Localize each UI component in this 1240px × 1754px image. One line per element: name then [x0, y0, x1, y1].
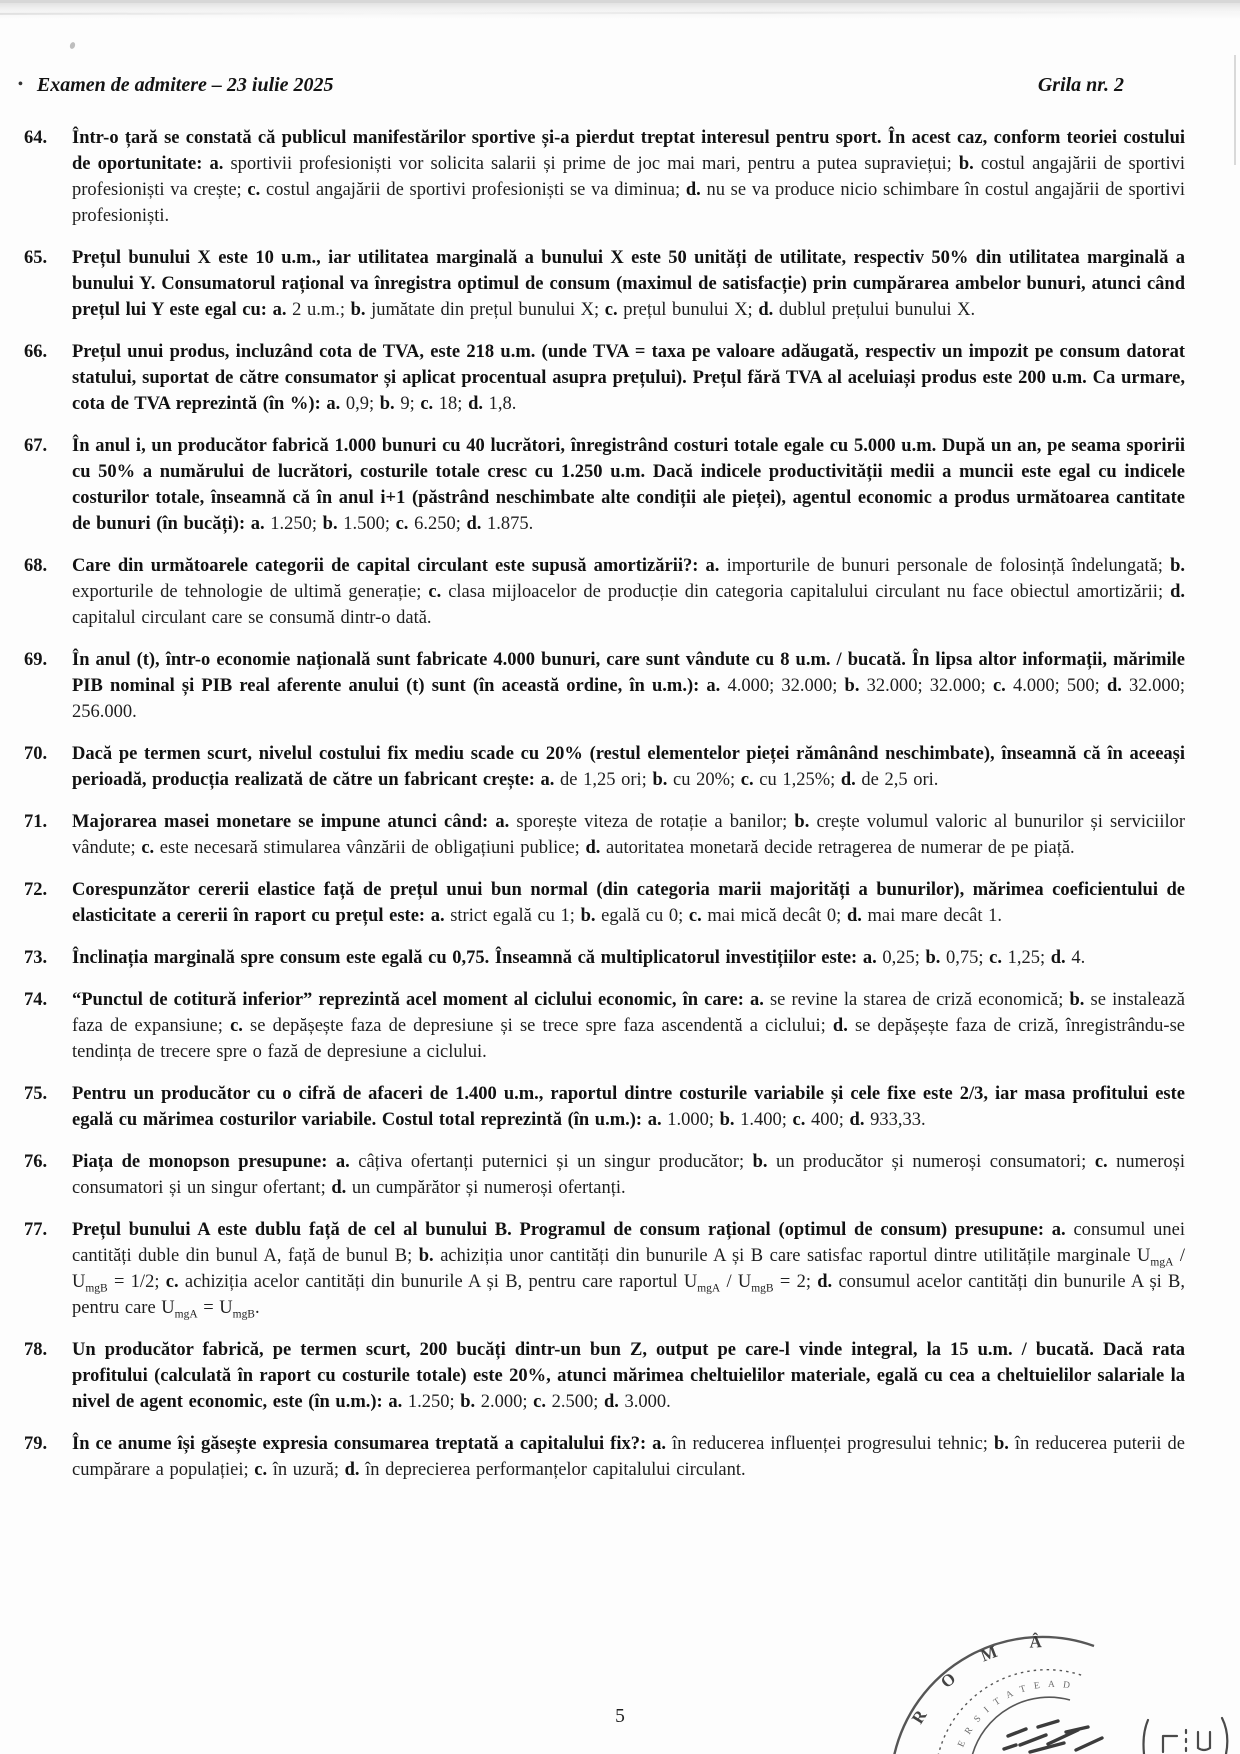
question-text: Majorarea masei monetare se impune atunci când: a. sporește viteza de rotație a banilor; b. crește volumul valoric al bunurilor și serviciilor vândute; c. este necesară stimularea vânzării de obligațiuni publice; d. autoritatea monetară decide retragerea de numerar de pe piață. — [72, 812, 1186, 858]
question-item — [24, 1337, 1185, 1415]
question-text: Prețul bunului A este dublu față de cel al bunului B. Programul de consum rațional (optimul de consum) presupune: a. consumul unei cantități duble din bunul A, față de bunul B; b. achiziția unor cantități din bunurile A și B care satisfac raportul dintre utilitățile marginale $U_{mgA} / U_{mgB} = 1/2$; c. achiziția acelor cantități din bunurile A și B, pentru care raportul $U_{mgA} / U_{mgB} = 2$; d. consumul acelor cantități din bunurile A și B, pentru care $U_{mgA} = U_{mgB}$. — [72, 1220, 1186, 1321]
questions — [0, 97, 1240, 1483]
question-text: Prețul unui produs, incluzând cota de TVA, este 218 u.m. (unde TVA = taxa pe valoare adăugată, respectiv un impozit pe consum datorat statului, suportat de către consumator și aplicat procentual asupra prețului). Prețul fără TVA al aceluiași produs este 200 u.m. Ca urmare, cota de TVA reprezintă (în %): a. 0,9; b. 9; c. 18; d. 1,8. — [72, 342, 1185, 414]
question-number: 68. — [24, 556, 48, 576]
question-number: 70. — [24, 744, 48, 764]
pen-marks — [1144, 1718, 1228, 1754]
question-item — [24, 647, 1185, 725]
question-item — [24, 1217, 1185, 1321]
question-item — [24, 245, 1185, 323]
question-text: Care din următoarele categorii de capital circulant este supusă amortizării?: a. importurile de bunuri personale de folosință îndelungată; b. exporturile de tehnologie de ultimă generație; c. clasa mijloacelor de producție din categoria capitalului circulant nu face obiectul amortizării; d. capitalul circulant care se consumă dintr-o dată. — [72, 556, 1186, 628]
question-number: 78. — [24, 1340, 48, 1360]
question-text: Pentru un producător cu o cifră de afaceri de 1.400 u.m., raportul dintre costurile variabile și cele fixe este 2/3, iar masa profitului este egală cu mărimea costurilor variabile. Costul total reprezintă (în u.m.): a. 1.000; b. 1.400; c. 400; d. 933,33. — [72, 1084, 1185, 1130]
question-text: În ce anume își găsește expresia consumarea treptată a capitalului fix?: a. în reducerea influenței progresului tehnic; b. în reducerea puterii de cumpărare a populației; c. în uzură; d. în deprecierea performanțelor capitalului circulant. — [72, 1434, 1186, 1480]
question-text: Înclinația marginală spre consum este egală cu 0,75. Înseamnă că multiplicatorul investițiilor este: a. 0,25; b. 0,75; c. 1,25; d. 4. — [72, 948, 1086, 968]
question-number: 76. — [24, 1152, 48, 1172]
question-item — [24, 125, 1185, 229]
question-number: 73. — [24, 948, 48, 968]
question-item — [24, 1149, 1185, 1201]
question-text: Prețul bunului X este 10 u.m., iar utilitatea marginală a bunului X este 50 unități de utilitate, respectiv 50% din utilitatea marginală a bunului Y. Consumatorul rațional va înregistra optimul de consum (maximul de satisfacție) prin cumpărarea ambelor bunuri, atunci când prețul lui Y este egal cu: a. 2 u.m.; b. jumătate din prețul bunului X; c. prețul bunului X; d. dublul prețului bunului X. — [72, 248, 1185, 320]
question-number: 72. — [24, 880, 48, 900]
grid-number: Grila nr. 2 — [1037, 74, 1124, 96]
question-number: 74. — [24, 990, 48, 1010]
question-item — [24, 987, 1185, 1065]
university-stamp — [880, 1624, 1240, 1754]
question-item — [24, 1431, 1185, 1483]
question-text: Într-o țară se constată că publicul manifestărilor sportive și-a pierdut treptat interesul pentru sport. În acest caz, conform teoriei costului de oportunitate: a. sportivii profesioniști vor solicita salarii și prime de joc mai mari, pentru a putea supraviețui; b. costul angajării de sportivi profesioniști va crește; c. costul angajării de sportivi profesioniști se va diminua; d. nu se va produce nicio schimbare în costul angajării de sportivi profesioniști. — [72, 128, 1186, 226]
question-text: Piața de monopson presupune: a. câțiva ofertanți puternici și un singur producător; b. un producător și numeroși consumatori; c. numeroși consumatori și un singur ofertant; d. un cumpărător și numeroși ofertanți. — [72, 1152, 1185, 1198]
question-number: 67. — [24, 436, 48, 456]
question-item — [24, 945, 1185, 971]
question-number: 69. — [24, 650, 48, 670]
header-left — [18, 74, 334, 97]
question-item — [24, 553, 1185, 631]
question-text: Corespunzător cererii elastice față de prețul unui bun normal (din categoria marii majorități a bunurilor), mărimea coeficientului de elasticitate a cererii în raport cu prețul este: a. strict egală cu 1; b. egală cu 0; c. mai mică decât 0; d. mai mare decât 1. — [72, 880, 1185, 926]
question-item — [24, 339, 1185, 417]
stamp-outer-text: R O M Â — [907, 1631, 1057, 1728]
question-text: “Punctul de cotitură inferior” reprezintă acel moment al ciclului economic, în care: a. se revine la starea de criză economică; b. se instalează faza de expansiune; c. se depășește faza de depresiune și se trece spre faza ascendentă a ciclului; d. se depășește faza de criză, înregistrându-se tendința de trecere spre o fază de depresiune a ciclului. — [72, 990, 1185, 1062]
question-number: 64. — [24, 128, 48, 148]
stamp-inner-text: E R S I T A T E A D — [956, 1679, 1074, 1749]
question-text: În anul i, un producător fabrică 1.000 bunuri cu 40 lucrători, înregistrând costuri totale egale cu 5.000 u.m. După un an, pe seama sporirii cu 50% a numărului de lucrători, costurile totale cresc cu 1.250 u.m. Dacă indicele productivității medii a muncii este egal cu indicele costurilor totale, înseamnă că în anul i+1 (păstrând neschimbate alte condiții ale pieței), agentul economic a produs următoarea cantitate de bunuri (în bucăți): a. 1.250; b. 1.500; c. 6.250; d. 1.875. — [72, 436, 1185, 534]
question-number: 71. — [24, 812, 48, 832]
question-number: 77. — [24, 1220, 48, 1240]
stamp-center-scribble — [1004, 1721, 1102, 1752]
page-number: 5 — [615, 1706, 625, 1727]
scan-artifact-top-edge — [0, 0, 1240, 19]
question-number: 65. — [24, 248, 48, 268]
scan-artifact-right-edge — [1234, 55, 1236, 165]
question-item — [24, 877, 1185, 929]
exam-title: Examen de admitere – 23 iulie 2025 — [36, 74, 334, 96]
question-text: Dacă pe termen scurt, nivelul costului fix mediu scade cu 20% (restul elementelor pieței rămânând neschimbate), înseamnă că în aceeași perioadă, producția realizată de către un fabricant crește: a. de 1,25 ori; b. cu 20%; c. cu 1,25%; d. de 2,5 ori. — [72, 744, 1185, 790]
question-item — [24, 1081, 1185, 1133]
bullet-mark: • — [18, 77, 23, 92]
question-number: 66. — [24, 342, 48, 362]
question-number: 79. — [24, 1434, 48, 1454]
question-text: Un producător fabrică, pe termen scurt, 200 bucăți dintr-un bun Z, output pe care-l vinde integral, la 15 u.m. / bucată. Dacă rata profitului (calculată în raport cu costurile totale) este 20%, atunci mărimea cheltuielilor materiale, egală cu cea a cheltuielilor salariale la nivel de agent economic, este (în u.m.): a. 1.250; b. 2.000; c. 2.500; d. 3.000. — [72, 1340, 1185, 1412]
question-number: 75. — [24, 1084, 48, 1104]
question-item — [24, 741, 1185, 793]
question-text: În anul (t), într-o economie națională sunt fabricate 4.000 bunuri, care sunt vândute cu 8 u.m. / bucată. În lipsa altor informații, mărimile PIB nominal și PIB real aferente anului (t) sunt (în această ordine, în u.m.): a. 4.000; 32.000; b. 32.000; 32.000; c. 4.000; 500; d. 32.000; 256.000. — [72, 650, 1186, 722]
question-item — [24, 433, 1185, 537]
question-item — [24, 809, 1185, 861]
